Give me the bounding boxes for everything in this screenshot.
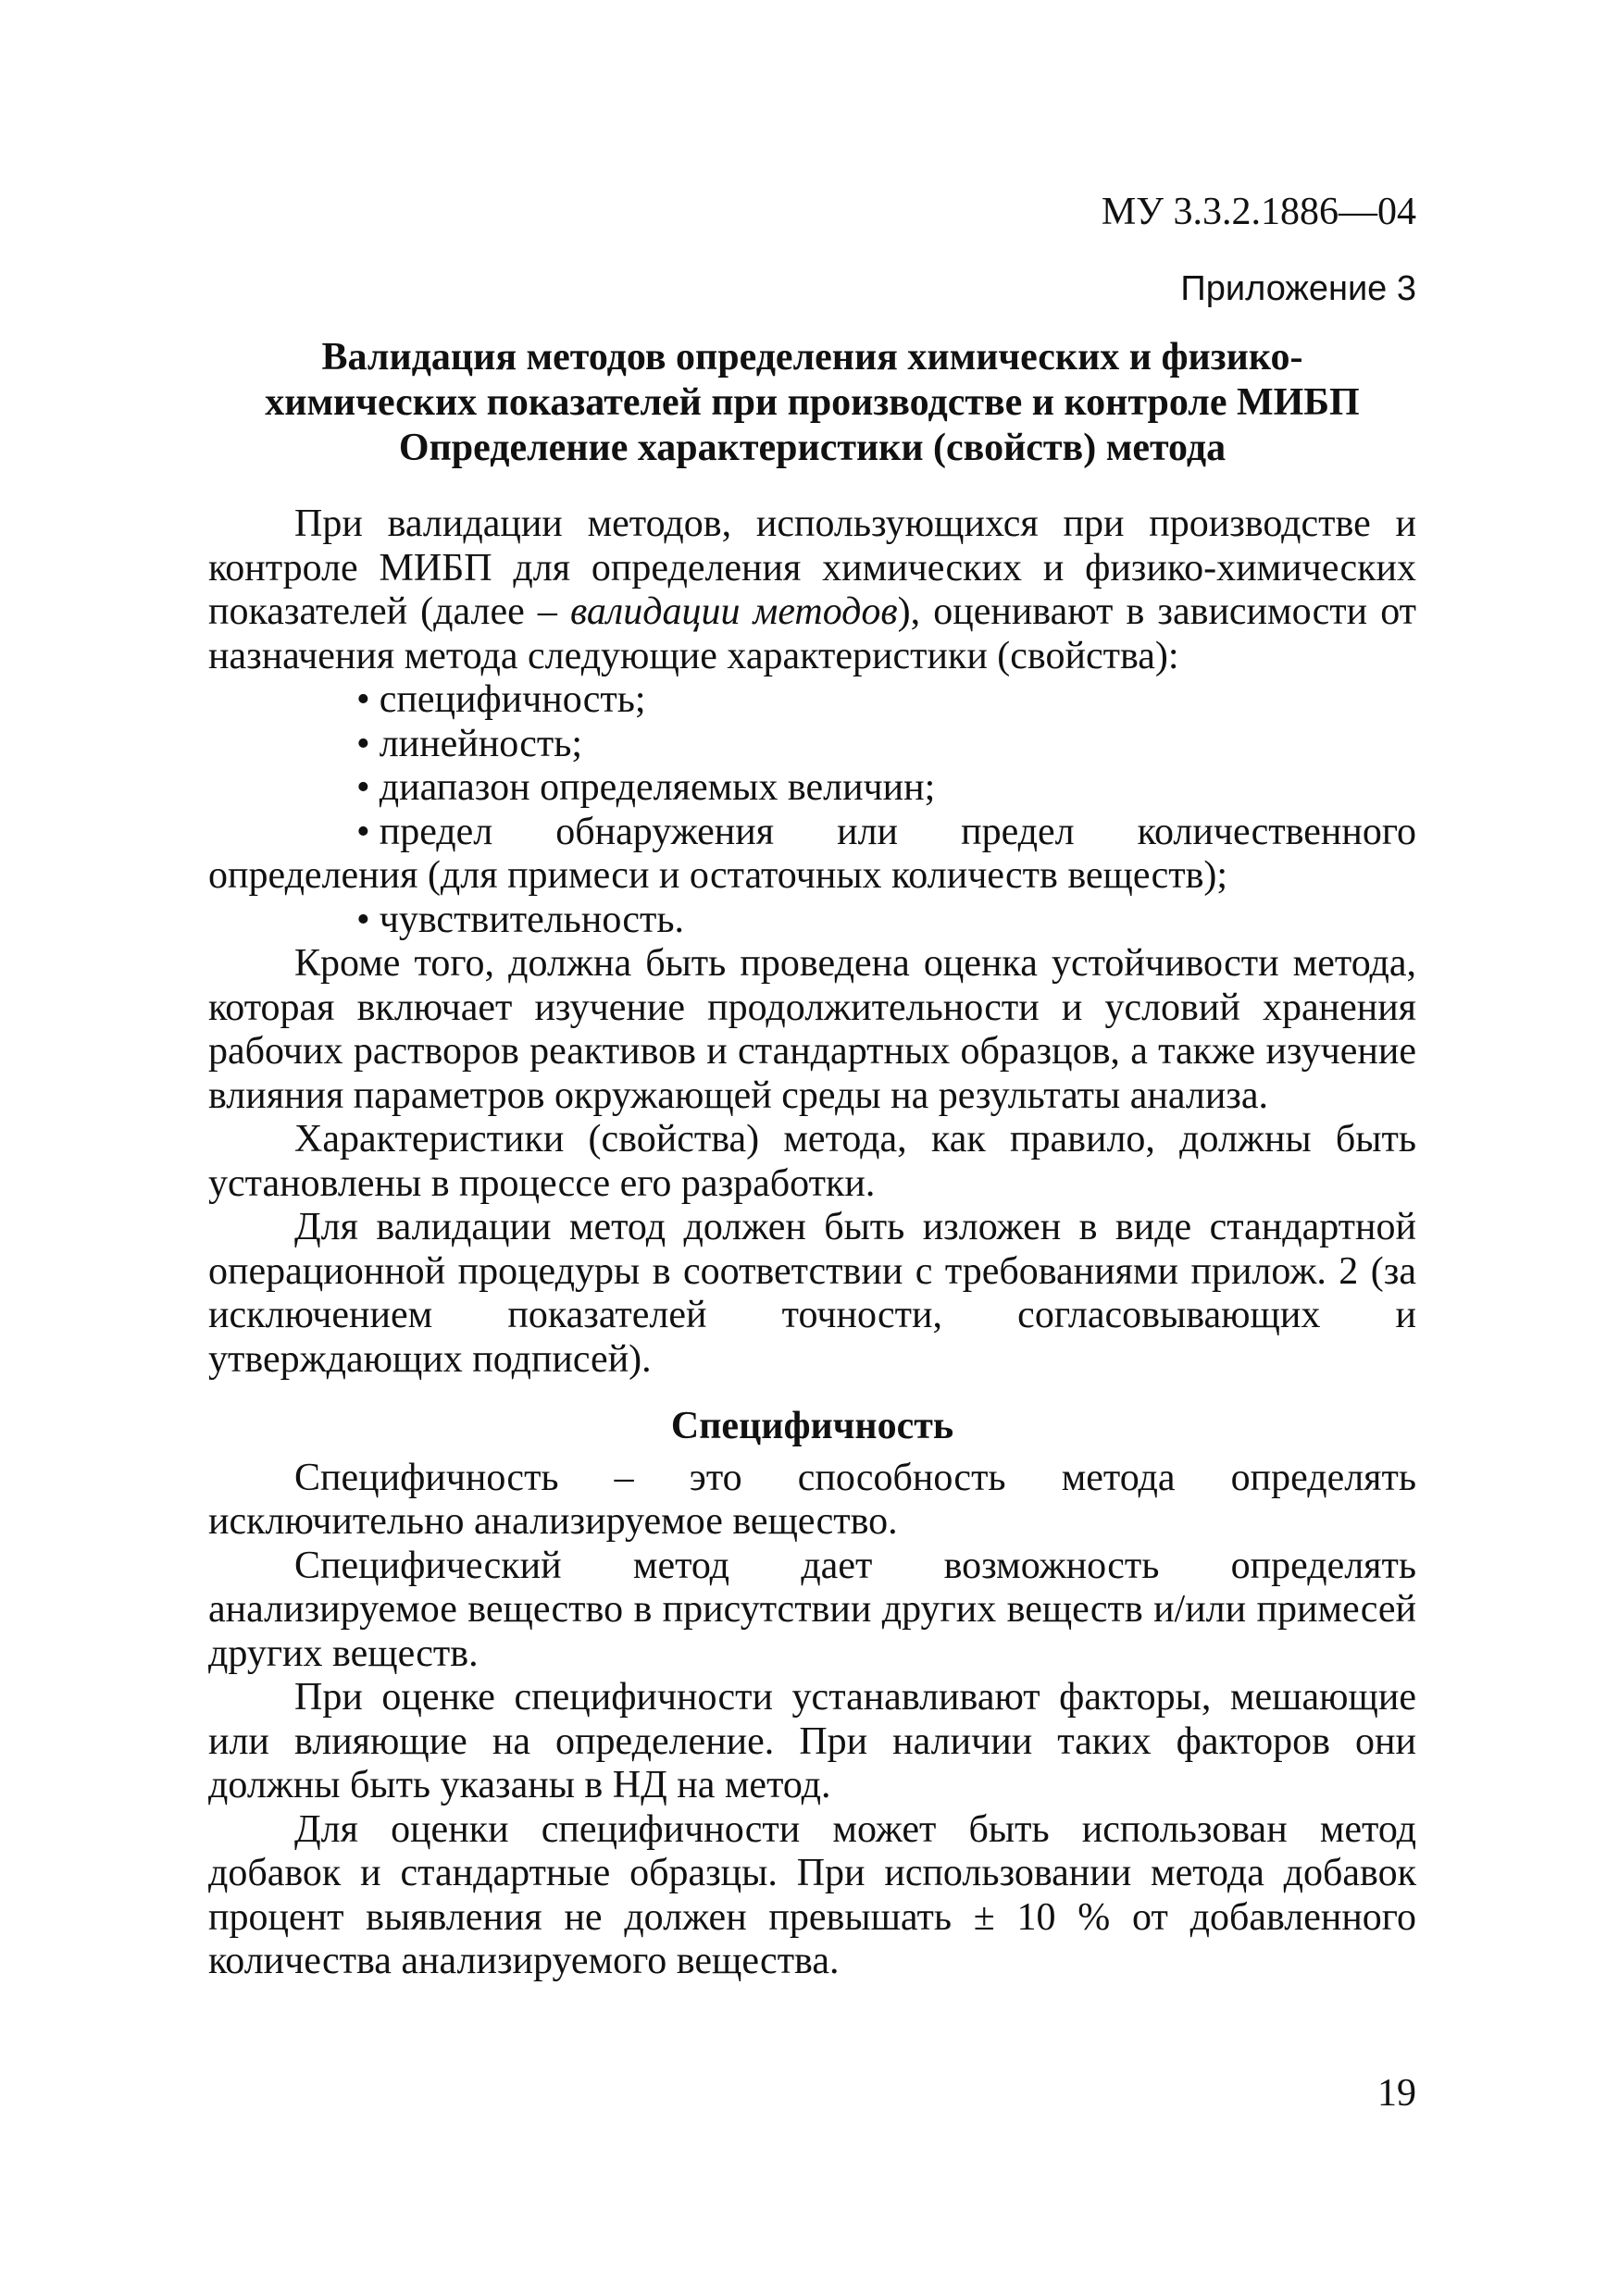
section-paragraph: Специфический метод дает возможность определять анализируемое вещество в присутствии других веществ и/или примесей других веществ. [208, 1544, 1416, 1675]
appendix-label: Приложение 3 [1180, 269, 1416, 308]
page-title [208, 335, 1416, 471]
section-paragraph: Специфичность – это способность метода определять исключительно анализируемое вещество. [208, 1456, 1416, 1543]
bullet-icon: • [356, 766, 370, 809]
document-code: МУ 3.3.2.1886—04 [1101, 191, 1416, 233]
intro-italic-term: валидации методов [569, 590, 898, 633]
title-line-1: Валидация методов определения химических и физико- [321, 336, 1303, 379]
list-item [208, 678, 1416, 723]
list-item-text: специфичность; [379, 678, 646, 721]
section-paragraph: При оценке специфичности устанавливают факторы, мешающие или влияющие на определение. При наличии таких факторов они должны быть указаны в НД на метод. [208, 1676, 1416, 1806]
paragraph-characteristics: Характеристики (свойства) метода, как правило, должны быть установлены в процессе его разработки. [208, 1118, 1416, 1205]
paragraph-stability: Кроме того, должна быть проведена оценка устойчивости метода, которая включает изучение продолжительности и условий хранения рабочих растворов реактивов и стандартных образцов, а также изучение влияния параметров окружающей среды на результаты анализа. [208, 942, 1416, 1117]
bullet-icon: • [356, 722, 370, 765]
list-item-text: линейность; [379, 722, 583, 765]
bullet-icon: • [356, 898, 370, 941]
list-item-text: предел обнаружения или предел количественного определения (для примеси и остаточных количеств веществ); [208, 810, 1416, 897]
page-number: 19 [1377, 2072, 1416, 2115]
intro-paragraph [208, 503, 1416, 678]
section-heading: Специфичность [670, 1405, 954, 1447]
title-line-2: химических показателей при производстве и контроле МИБП [265, 381, 1360, 424]
intro-text-start: При валидации методов, использующихся при производстве и контроле МИБП для определения химических и физико-химических показателей (далее – [208, 503, 1416, 633]
title-line-3: Определение характеристики (свойств) метода [398, 427, 1227, 469]
list-item-text: диапазон определяемых величин; [379, 766, 936, 809]
list-item [208, 766, 1416, 811]
bullet-icon: • [356, 678, 370, 721]
list-item-text: чувствительность. [379, 898, 685, 941]
section-paragraph: Для оценки специфичности может быть использован метод добавок и стандартные образцы. При использовании метода добавок процент выявления не должен превышать ± 10 % от добавленного количества анализируемого вещества. [208, 1807, 1416, 1982]
intro-text-end: ), оценивают в зависимости от назначения метода следующие характеристики (свойства): [208, 590, 1417, 677]
bullet-icon: • [356, 810, 370, 853]
list-item [208, 811, 1416, 899]
body-text [208, 503, 1416, 1984]
list-item [208, 723, 1416, 767]
list-item [208, 899, 1416, 943]
paragraph-sop: Для валидации метод должен быть изложен в виде стандартной операционной процедуры в соответствии с требованиями прилож. 2 (за исключением показателей точности, согласовывающих и утверждающих подписей). [208, 1206, 1416, 1381]
